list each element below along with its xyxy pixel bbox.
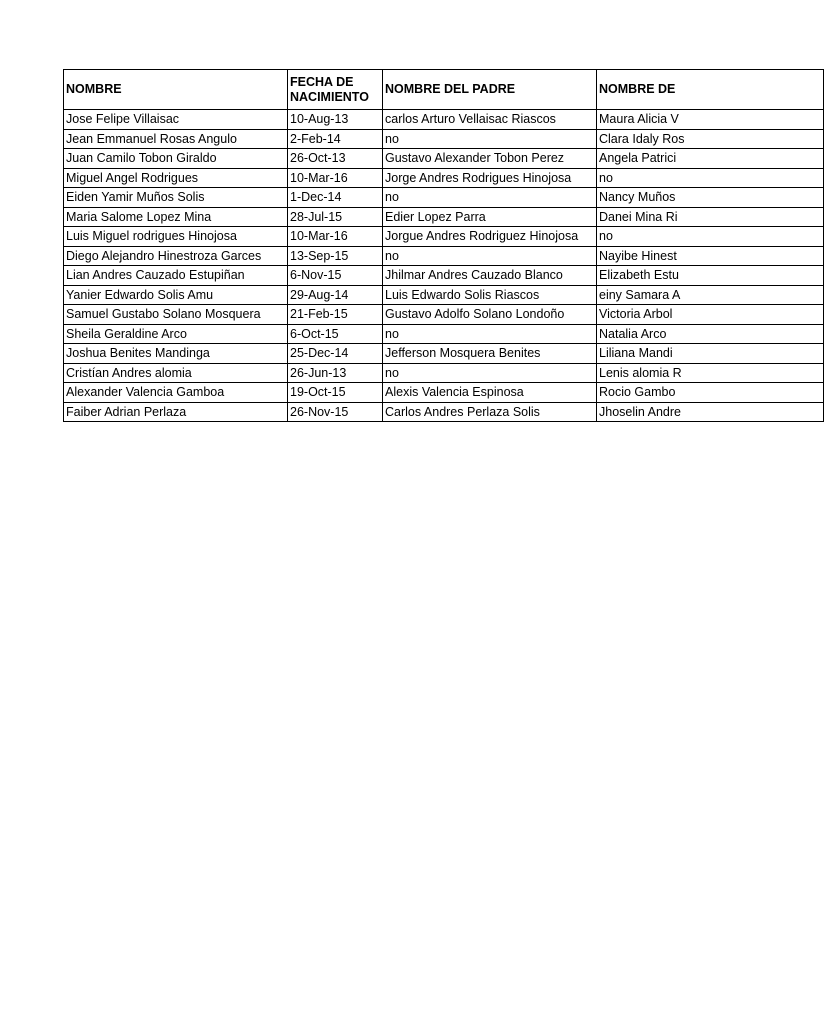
cell-nombre: Alexander Valencia Gamboa [64, 383, 288, 403]
cell-fecha: 26-Oct-13 [288, 149, 383, 169]
cell-fecha: 13-Sep-15 [288, 246, 383, 266]
cell-padre: Jorgue Andres Rodriguez Hinojosa [383, 227, 597, 247]
cell-nombre: Jean Emmanuel Rosas Angulo [64, 129, 288, 149]
cell-fecha: 10-Mar-16 [288, 168, 383, 188]
cell-nombre: Joshua Benites Mandinga [64, 344, 288, 364]
cell-nombre: Sheila Geraldine Arco [64, 324, 288, 344]
cell-fecha: 10-Aug-13 [288, 110, 383, 130]
cell-madre: Natalia Arco [597, 324, 824, 344]
table-row [64, 402, 824, 422]
cell-fecha: 26-Nov-15 [288, 402, 383, 422]
cell-madre: Elizabeth Estu [597, 266, 824, 286]
table-row [64, 129, 824, 149]
table-row [64, 149, 824, 169]
cell-nombre: Maria Salome Lopez Mina [64, 207, 288, 227]
cell-padre: no [383, 324, 597, 344]
cell-fecha: 6-Oct-15 [288, 324, 383, 344]
cell-madre: Lenis alomia R [597, 363, 824, 383]
cell-fecha: 19-Oct-15 [288, 383, 383, 403]
header-nombre-madre: NOMBRE DE [597, 70, 824, 110]
cell-padre: Jhilmar Andres Cauzado Blanco [383, 266, 597, 286]
table-row [64, 266, 824, 286]
cell-padre: Luis Edwardo Solis Riascos [383, 285, 597, 305]
cell-nombre: Eiden Yamir Muños Solis [64, 188, 288, 208]
cell-nombre: Juan Camilo Tobon Giraldo [64, 149, 288, 169]
cell-padre: Jefferson Mosquera Benites [383, 344, 597, 364]
cell-padre: no [383, 363, 597, 383]
cell-padre: no [383, 188, 597, 208]
cell-nombre: Faiber Adrian Perlaza [64, 402, 288, 422]
header-row [64, 70, 824, 110]
cell-madre: Jhoselin Andre [597, 402, 824, 422]
table-row [64, 168, 824, 188]
cell-nombre: Jose Felipe Villaisac [64, 110, 288, 130]
cell-madre: no [597, 168, 824, 188]
cell-madre: no [597, 227, 824, 247]
cell-madre: Danei Mina Ri [597, 207, 824, 227]
students-table [63, 69, 824, 422]
table-row [64, 305, 824, 325]
cell-madre: Angela Patrici [597, 149, 824, 169]
table-row [64, 383, 824, 403]
cell-padre: Gustavo Adolfo Solano Londoño [383, 305, 597, 325]
cell-madre: einy Samara A [597, 285, 824, 305]
cell-nombre: Samuel Gustabo Solano Mosquera [64, 305, 288, 325]
cell-padre: no [383, 246, 597, 266]
cell-fecha: 26-Jun-13 [288, 363, 383, 383]
cell-nombre: Lian Andres Cauzado Estupiñan [64, 266, 288, 286]
table-row [64, 188, 824, 208]
cell-madre: Rocio Gambo [597, 383, 824, 403]
cell-fecha: 29-Aug-14 [288, 285, 383, 305]
cell-padre: Jorge Andres Rodrigues Hinojosa [383, 168, 597, 188]
cell-nombre: Luis Miguel rodrigues Hinojosa [64, 227, 288, 247]
cell-fecha: 25-Dec-14 [288, 344, 383, 364]
header-nombre-padre: NOMBRE DEL PADRE [383, 70, 597, 110]
cell-madre: Liliana Mandi [597, 344, 824, 364]
cell-madre: Maura Alicia V [597, 110, 824, 130]
cell-padre: Carlos Andres Perlaza Solis [383, 402, 597, 422]
cell-fecha: 1-Dec-14 [288, 188, 383, 208]
table-row [64, 324, 824, 344]
header-nombre: NOMBRE [64, 70, 288, 110]
cell-fecha: 2-Feb-14 [288, 129, 383, 149]
cell-padre: Gustavo Alexander Tobon Perez [383, 149, 597, 169]
cell-fecha: 28-Jul-15 [288, 207, 383, 227]
table-row [64, 363, 824, 383]
table-row [64, 285, 824, 305]
table-row [64, 207, 824, 227]
cell-madre: Victoria Arbol [597, 305, 824, 325]
table-body [64, 110, 824, 422]
cell-padre: Edier Lopez Parra [383, 207, 597, 227]
spreadsheet-viewport [63, 69, 685, 422]
table-row [64, 344, 824, 364]
cell-fecha: 6-Nov-15 [288, 266, 383, 286]
cell-fecha: 21-Feb-15 [288, 305, 383, 325]
cell-padre: Alexis Valencia Espinosa [383, 383, 597, 403]
cell-padre: carlos Arturo Vellaisac Riascos [383, 110, 597, 130]
cell-nombre: Miguel Angel Rodrigues [64, 168, 288, 188]
cell-nombre: Yanier Edwardo Solis Amu [64, 285, 288, 305]
cell-madre: Clara Idaly Ros [597, 129, 824, 149]
cell-nombre: Diego Alejandro Hinestroza Garces [64, 246, 288, 266]
cell-nombre: Cristían Andres alomia [64, 363, 288, 383]
cell-fecha: 10-Mar-16 [288, 227, 383, 247]
cell-padre: no [383, 129, 597, 149]
header-fecha-nacimiento: FECHA DE NACIMIENTO [288, 70, 383, 110]
table-row [64, 110, 824, 130]
cell-madre: Nancy Muños [597, 188, 824, 208]
cell-madre: Nayibe Hinest [597, 246, 824, 266]
table-row [64, 246, 824, 266]
table-row [64, 227, 824, 247]
